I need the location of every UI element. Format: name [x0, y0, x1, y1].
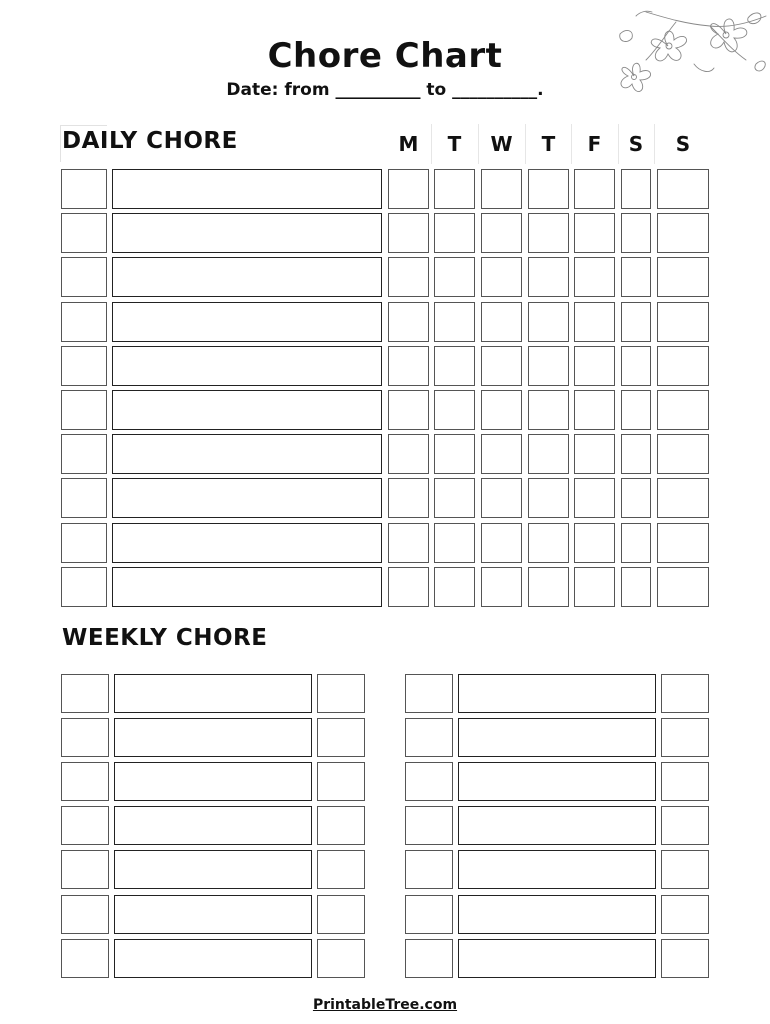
daily-day-box-3[interactable]: [528, 390, 569, 430]
weekly-check-box[interactable]: [61, 806, 109, 845]
weekly-check-box[interactable]: [61, 762, 109, 801]
weekly-check-box[interactable]: [61, 718, 109, 757]
daily-day-box-3[interactable]: [528, 434, 569, 474]
weekly-done-box[interactable]: [317, 674, 365, 713]
weekly-chore-heading: WEEKLY CHORE: [62, 625, 268, 651]
daily-check-box[interactable]: [61, 523, 107, 563]
weekly-check-box[interactable]: [61, 850, 109, 889]
daily-day-box-4[interactable]: [574, 346, 615, 386]
daily-day-box-5[interactable]: [621, 390, 651, 430]
weekly-chore-field[interactable]: [458, 850, 656, 889]
weekly-check-box[interactable]: [405, 939, 453, 978]
daily-check-box[interactable]: [61, 257, 107, 297]
daily-day-box-4[interactable]: [574, 302, 615, 342]
daily-check-box[interactable]: [61, 346, 107, 386]
daily-day-box-2[interactable]: [481, 169, 522, 209]
daily-check-box[interactable]: [61, 213, 107, 253]
day-header-3: T: [541, 132, 556, 156]
daily-chore-heading: DAILY CHORE: [62, 128, 238, 154]
daily-day-box-2[interactable]: [481, 478, 522, 518]
weekly-chore-field[interactable]: [114, 939, 312, 978]
daily-day-box-1[interactable]: [434, 257, 475, 297]
weekly-chore-field[interactable]: [114, 762, 312, 801]
daily-chore-field[interactable]: [112, 478, 382, 518]
weekly-chore-field[interactable]: [458, 762, 656, 801]
day-header-divider: [478, 124, 479, 164]
daily-day-box-0[interactable]: [388, 213, 429, 253]
daily-chore-field[interactable]: [112, 169, 382, 209]
weekly-done-box[interactable]: [317, 762, 365, 801]
daily-day-box-1[interactable]: [434, 169, 475, 209]
daily-day-box-5[interactable]: [621, 346, 651, 386]
daily-day-box-2[interactable]: [481, 302, 522, 342]
daily-day-box-0[interactable]: [388, 567, 429, 607]
weekly-chore-field[interactable]: [458, 939, 656, 978]
weekly-check-box[interactable]: [61, 939, 109, 978]
daily-day-box-6[interactable]: [657, 567, 709, 607]
weekly-chore-field[interactable]: [114, 718, 312, 757]
daily-day-box-5[interactable]: [621, 523, 651, 563]
daily-day-box-3[interactable]: [528, 478, 569, 518]
daily-day-box-4[interactable]: [574, 478, 615, 518]
daily-check-box[interactable]: [61, 434, 107, 474]
daily-check-box[interactable]: [61, 478, 107, 518]
daily-day-box-5[interactable]: [621, 213, 651, 253]
daily-day-box-1[interactable]: [434, 434, 475, 474]
day-header-divider: [525, 124, 526, 164]
weekly-done-box[interactable]: [661, 674, 709, 713]
weekly-chore-field[interactable]: [114, 806, 312, 845]
daily-chore-field[interactable]: [112, 523, 382, 563]
daily-chore-field[interactable]: [112, 434, 382, 474]
daily-day-box-5[interactable]: [621, 302, 651, 342]
weekly-done-box[interactable]: [317, 718, 365, 757]
weekly-done-box[interactable]: [661, 718, 709, 757]
daily-day-box-3[interactable]: [528, 346, 569, 386]
daily-day-box-4[interactable]: [574, 567, 615, 607]
daily-day-box-1[interactable]: [434, 302, 475, 342]
daily-day-box-1[interactable]: [434, 567, 475, 607]
footer-link[interactable]: PrintableTree.com: [312, 997, 458, 1013]
weekly-done-box[interactable]: [317, 939, 365, 978]
daily-chore-field[interactable]: [112, 213, 382, 253]
daily-day-box-3[interactable]: [528, 523, 569, 563]
daily-day-box-3[interactable]: [528, 213, 569, 253]
daily-day-box-6[interactable]: [657, 213, 709, 253]
daily-day-box-6[interactable]: [657, 523, 709, 563]
weekly-check-box[interactable]: [61, 674, 109, 713]
weekly-chore-field[interactable]: [458, 895, 656, 934]
daily-day-box-0[interactable]: [388, 257, 429, 297]
weekly-chore-field[interactable]: [114, 850, 312, 889]
day-header-0: M: [398, 132, 419, 156]
weekly-chore-field[interactable]: [458, 718, 656, 757]
daily-day-box-4[interactable]: [574, 257, 615, 297]
daily-chore-field[interactable]: [112, 567, 382, 607]
daily-chore-field[interactable]: [112, 390, 382, 430]
daily-day-box-0[interactable]: [388, 169, 429, 209]
weekly-done-box[interactable]: [661, 939, 709, 978]
weekly-done-box[interactable]: [661, 806, 709, 845]
page-title: Chore Chart: [267, 36, 503, 76]
weekly-check-box[interactable]: [405, 850, 453, 889]
day-header-4: F: [587, 132, 602, 156]
weekly-done-box[interactable]: [317, 895, 365, 934]
weekly-done-box[interactable]: [661, 895, 709, 934]
day-header-divider: [431, 124, 432, 164]
day-header-divider: [618, 124, 619, 164]
daily-day-box-5[interactable]: [621, 478, 651, 518]
daily-day-box-5[interactable]: [621, 257, 651, 297]
daily-day-box-2[interactable]: [481, 523, 522, 563]
daily-check-box[interactable]: [61, 390, 107, 430]
daily-day-box-5[interactable]: [621, 434, 651, 474]
daily-day-box-1[interactable]: [434, 478, 475, 518]
daily-day-box-6[interactable]: [657, 169, 709, 209]
weekly-check-box[interactable]: [405, 674, 453, 713]
daily-day-box-0[interactable]: [388, 478, 429, 518]
daily-day-box-1[interactable]: [434, 523, 475, 563]
weekly-check-box[interactable]: [61, 895, 109, 934]
daily-chore-field[interactable]: [112, 302, 382, 342]
daily-day-box-5[interactable]: [621, 567, 651, 607]
daily-chore-field[interactable]: [112, 346, 382, 386]
weekly-done-box[interactable]: [317, 806, 365, 845]
daily-check-box[interactable]: [61, 567, 107, 607]
weekly-chore-field[interactable]: [114, 895, 312, 934]
daily-day-box-1[interactable]: [434, 346, 475, 386]
weekly-check-box[interactable]: [405, 718, 453, 757]
weekly-chore-field[interactable]: [458, 806, 656, 845]
daily-chore-field[interactable]: [112, 257, 382, 297]
daily-day-box-0[interactable]: [388, 346, 429, 386]
weekly-check-box[interactable]: [405, 762, 453, 801]
daily-day-box-0[interactable]: [388, 302, 429, 342]
daily-day-box-1[interactable]: [434, 213, 475, 253]
day-header-1: T: [447, 132, 462, 156]
weekly-check-box[interactable]: [405, 806, 453, 845]
weekly-chore-field[interactable]: [458, 674, 656, 713]
daily-day-box-2[interactable]: [481, 257, 522, 297]
daily-day-box-4[interactable]: [574, 523, 615, 563]
daily-day-box-6[interactable]: [657, 302, 709, 342]
daily-check-box[interactable]: [61, 169, 107, 209]
daily-day-box-1[interactable]: [434, 390, 475, 430]
daily-day-box-6[interactable]: [657, 478, 709, 518]
daily-day-box-4[interactable]: [574, 213, 615, 253]
date-range-line: Date: from __________ to __________.: [226, 80, 544, 100]
daily-day-box-3[interactable]: [528, 169, 569, 209]
daily-day-box-2[interactable]: [481, 390, 522, 430]
daily-day-box-6[interactable]: [657, 434, 709, 474]
day-header-divider: [571, 124, 572, 164]
daily-day-box-3[interactable]: [528, 567, 569, 607]
weekly-chore-field[interactable]: [114, 674, 312, 713]
daily-day-box-0[interactable]: [388, 523, 429, 563]
daily-day-box-6[interactable]: [657, 257, 709, 297]
day-header-6: S: [675, 132, 691, 156]
daily-day-box-2[interactable]: [481, 434, 522, 474]
daily-day-box-4[interactable]: [574, 434, 615, 474]
daily-check-box[interactable]: [61, 302, 107, 342]
floral-branch-icon: [606, 4, 770, 102]
weekly-done-box[interactable]: [317, 850, 365, 889]
daily-day-box-5[interactable]: [621, 169, 651, 209]
daily-day-box-2[interactable]: [481, 567, 522, 607]
day-header-2: W: [490, 132, 513, 156]
daily-day-box-3[interactable]: [528, 257, 569, 297]
daily-day-box-6[interactable]: [657, 390, 709, 430]
daily-day-box-0[interactable]: [388, 390, 429, 430]
weekly-done-box[interactable]: [661, 762, 709, 801]
daily-day-box-6[interactable]: [657, 346, 709, 386]
day-header-divider: [654, 124, 655, 164]
weekly-done-box[interactable]: [661, 850, 709, 889]
daily-day-box-0[interactable]: [388, 434, 429, 474]
daily-day-box-2[interactable]: [481, 346, 522, 386]
daily-day-box-4[interactable]: [574, 390, 615, 430]
daily-day-box-4[interactable]: [574, 169, 615, 209]
weekly-check-box[interactable]: [405, 895, 453, 934]
daily-day-box-2[interactable]: [481, 213, 522, 253]
daily-day-box-3[interactable]: [528, 302, 569, 342]
day-header-5: S: [628, 132, 644, 156]
